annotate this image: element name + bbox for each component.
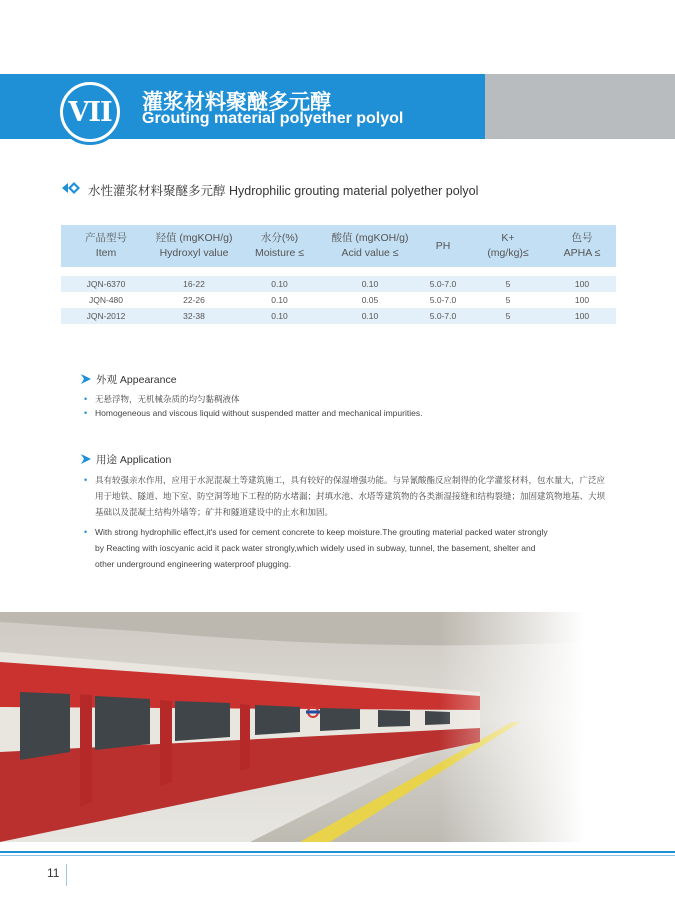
header-apha: 色号 APHA ≤ <box>548 225 616 267</box>
page-title-cn: 灌浆材料聚醚多元醇 <box>142 90 331 114</box>
cell-item: JQN-2012 <box>61 308 151 324</box>
cell-potassium: 5 <box>468 276 548 292</box>
header-hydroxyl: 羟值 (mgKOH/g) Hydroxyl value <box>151 225 237 267</box>
cell-potassium: 5 <box>468 292 548 308</box>
page-number: 11 <box>47 866 60 880</box>
cell-acid: 0.05 <box>322 292 418 308</box>
bullet-icon: • <box>84 475 88 485</box>
cell-hydroxyl: 16-22 <box>151 276 237 292</box>
cell-apha: 100 <box>548 308 616 324</box>
application-text-en-3: other underground engineering waterproof plugging. <box>95 559 292 569</box>
section-heading: 水性灌浆材料聚醚多元醇 Hydrophilic grouting material polyether polyol <box>88 184 479 198</box>
appearance-text-en: Homogeneous and viscous liquid without suspended matter and mechanical impurities. <box>95 408 423 418</box>
cell-acid: 0.10 <box>322 308 418 324</box>
application-text-cn-2: 用于地铁、隧道、地下室、防空洞等地下工程的防水堵漏；封填水池、水塔等建筑物的各类渐湿接缝和结构裂缝；加固建筑物地基、大坝 <box>95 491 606 501</box>
subway-photo <box>0 612 585 842</box>
bullet-icon: • <box>84 394 88 404</box>
application-heading: 用途 Application <box>96 454 172 466</box>
chapter-badge <box>57 79 123 145</box>
diamond-arrow-icon <box>62 182 84 194</box>
cell-apha: 100 <box>548 276 616 292</box>
appearance-heading: 外观 Appearance <box>96 374 177 386</box>
header-potassium: K+ (mg/kg)≤ <box>468 225 548 267</box>
cell-item: JQN-6370 <box>61 276 151 292</box>
cell-ph: 5.0-7.0 <box>418 276 468 292</box>
cell-ph: 5.0-7.0 <box>418 292 468 308</box>
chapter-number: VII <box>63 85 117 139</box>
cell-apha: 100 <box>548 292 616 308</box>
header-item: 产品型号 Item <box>61 225 151 267</box>
header-ph: PH <box>418 225 468 267</box>
cell-moisture: 0.10 <box>237 292 322 308</box>
table-header-row <box>61 225 616 267</box>
chevron-right-icon <box>80 373 92 385</box>
cell-moisture: 0.10 <box>237 276 322 292</box>
table-row <box>61 308 616 324</box>
chevron-right-icon <box>80 453 92 465</box>
application-text-en-2: by Reacting with ioscyanic acid it pack water strongly,which widely used in subway, tunnel, the basement, shelter and <box>95 543 536 553</box>
cell-acid: 0.10 <box>322 276 418 292</box>
header-moisture: 水分(%) Moisture ≤ <box>237 225 322 267</box>
footer-rule <box>0 851 675 857</box>
application-text-cn-1: 具有较强亲水作用，应用于水泥混凝土等建筑施工，具有较好的保湿增强功能。与异氰酸酯反应制得的化学灌浆材料，包水量大，广泛应 <box>95 475 606 485</box>
cell-hydroxyl: 22-26 <box>151 292 237 308</box>
application-text-cn-3: 基础以及混凝土结构外墙等；矿井和隧道建设中的止水和加固。 <box>95 507 334 517</box>
table-row <box>61 292 616 308</box>
cell-ph: 5.0-7.0 <box>418 308 468 324</box>
page-number-divider <box>66 864 67 886</box>
page-title-en: Grouting material polyether polyol <box>142 110 404 127</box>
bullet-icon: • <box>84 408 88 418</box>
header-acid: 酸值 (mgKOH/g) Acid value ≤ <box>322 225 418 267</box>
cell-item: JQN-480 <box>61 292 151 308</box>
table-row <box>61 276 616 292</box>
spec-table <box>61 225 616 324</box>
cell-potassium: 5 <box>468 308 548 324</box>
cell-moisture: 0.10 <box>237 308 322 324</box>
application-text-en-1: With strong hydrophilic effect,it's used for cement concrete to keep moisture.The grouting material packed water strongly <box>95 527 548 537</box>
header-band-gray <box>485 74 675 139</box>
bullet-icon: • <box>84 527 88 537</box>
cell-hydroxyl: 32-38 <box>151 308 237 324</box>
appearance-text-cn: 无悬浮物，无机械杂质的均匀黏稠液体 <box>95 394 240 404</box>
